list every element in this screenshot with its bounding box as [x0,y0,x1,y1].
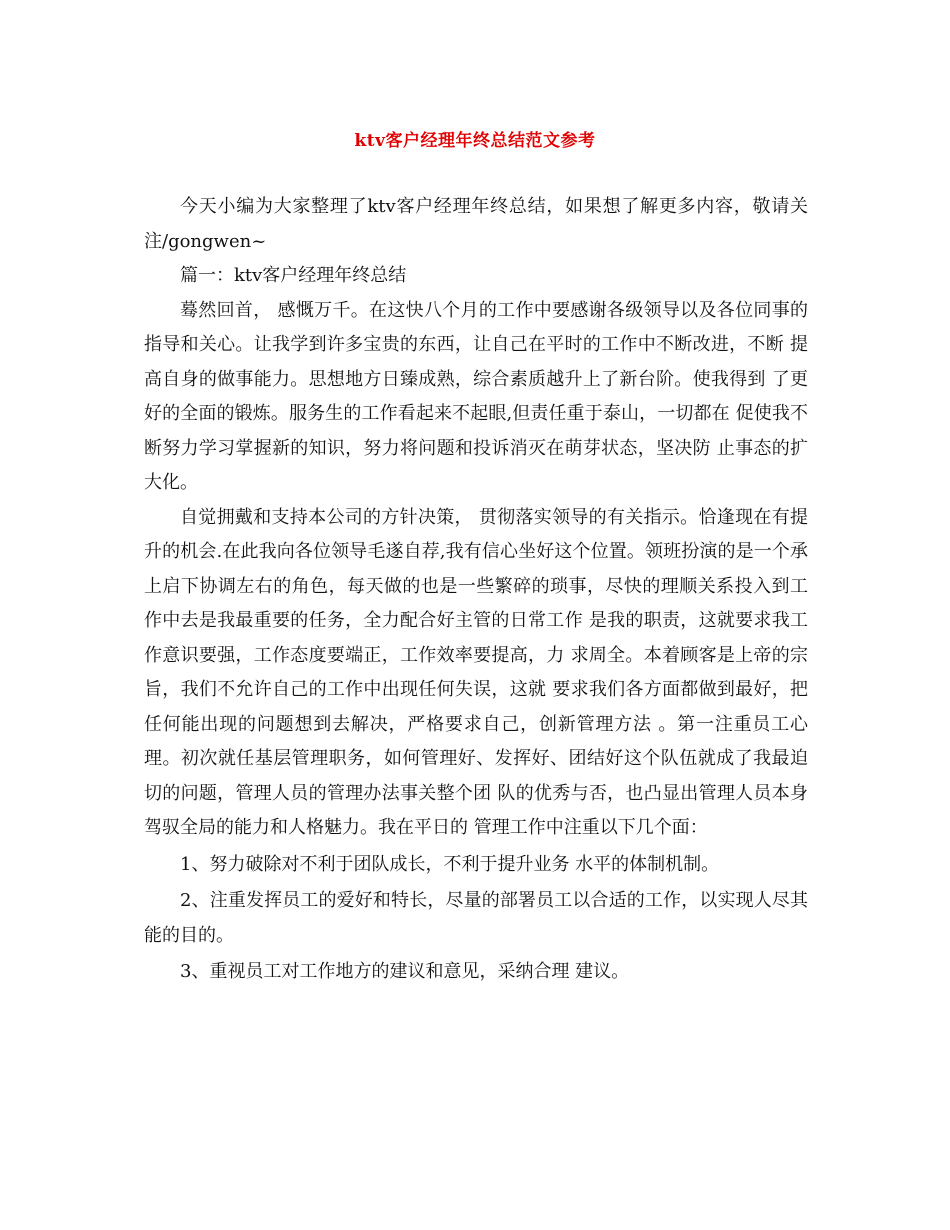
intro-paragraph: 今天小编为大家整理了ktv客户经理年终总结，如果想了解更多内容，敬请关注/gongwen~ [144,196,808,252]
document-body [144,190,808,990]
list-item: 2、注重发挥员工的爱好和特长，尽量的部署员工以合适的工作，以实现人尽其能的目的。 [144,890,808,946]
body-paragraph: 蓦然回首， 感慨万千。在这快八个月的工作中要感谢各级领导以及各位同事的 指导和关心。让我学到许多宝贵的东西，让自己在平时的工作中不断改进，不断 提高自身的做事能力。思想地方日臻成熟，综合素质越升上了新台阶。使我得到 了更好的全面的锻炼。服务生的工作看起来不起眼,但责任重于泰山，一切都在 促使我不断努力学习掌握新的知识，努力将问题和投诉消灭在萌芽状态，坚决防 止事态的扩大化。 [144,299,808,493]
section-heading: 篇一：ktv客户经理年终总结 [180,265,407,286]
list-item: 3、重视员工对工作地方的建议和意见，采纳合理 建议。 [180,961,630,982]
document-title: ktv客户经理年终总结范文参考 [354,131,596,151]
body-paragraph: 自觉拥戴和支持本公司的方针决策， 贯彻落实领导的有关指示。恰逢现在有提升的机会.在此我向各位领导毛遂自荐,我有信心坐好这个位置。领班扮演的是一个承上启下协调左右的角色，每天做的也是一些繁碎的琐事，尽快的理顺关系投入到工作中去是我最重要的任务，全力配合好主管的日常工作 是我的职责，这就要求我工作意识要强，工作态度要端正，工作效率要提高，力 求周全。本着顾客是上帝的宗旨，我们不允许自己的工作中出现任何失误，这就 要求我们各方面都做到最好，把任何能出现的问题想到去解决，严格要求自己，创新管理方法 。第一注重员工心理。初次就任基层管理职务，如何管理好、发挥好、团结好这个队伍就成了我最迫切的问题，管理人员的管理办法事关整个团 队的优秀与否，也凸显出管理人员本身驾驭全局的能力和人格魅力。我在平日的 管理工作中注重以下几个面： [144,506,808,838]
list-item: 1、努力破除对不利于团队成长，不利于提升业务 水平的体制机制。 [180,853,720,875]
